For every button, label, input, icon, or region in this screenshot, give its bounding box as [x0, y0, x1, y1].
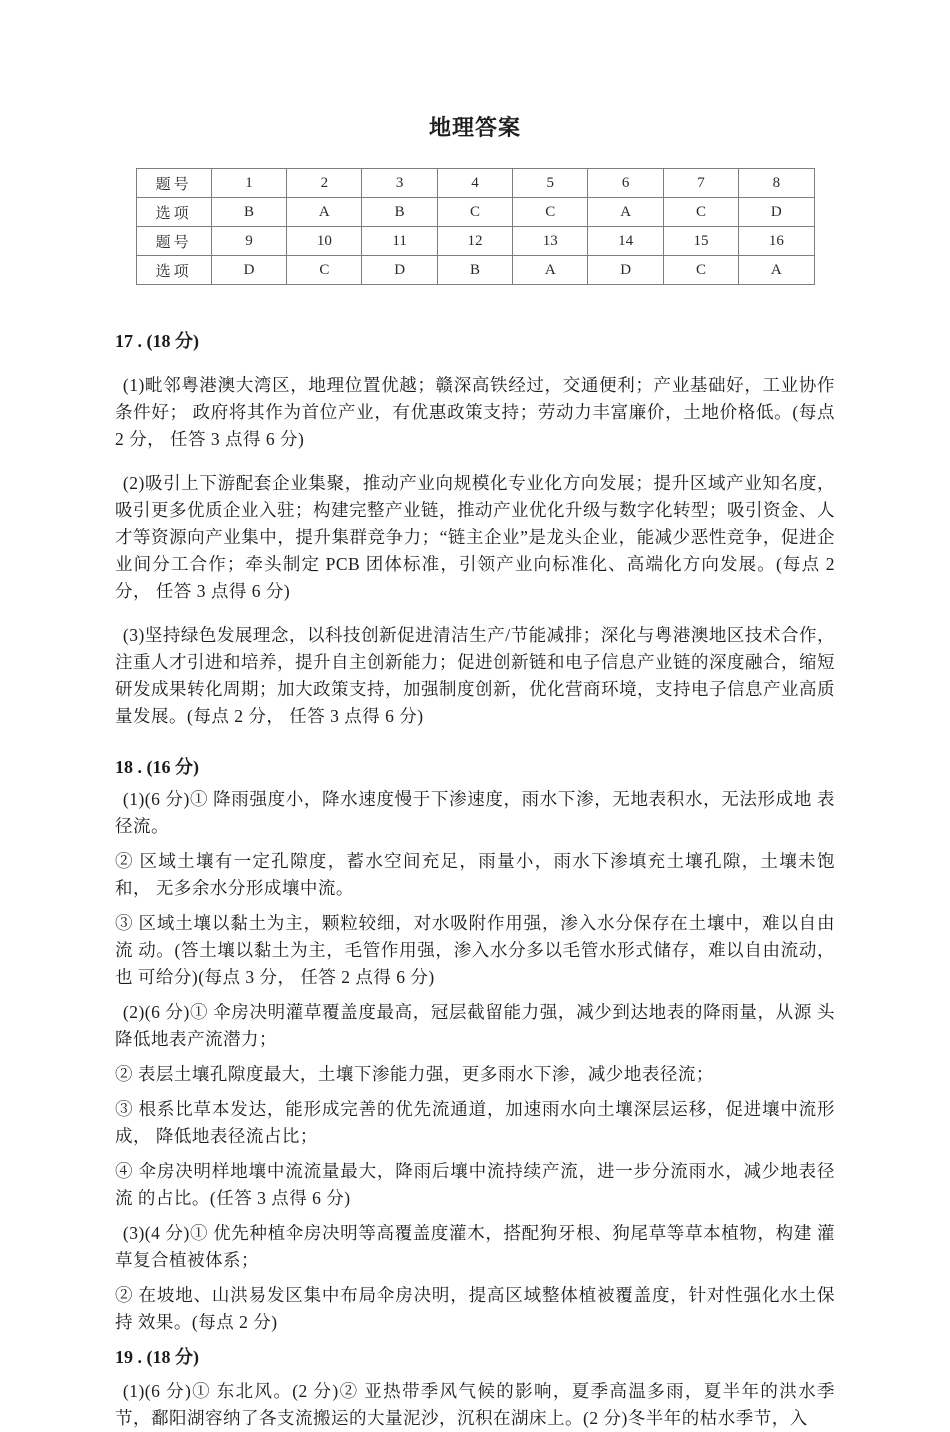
table-cell: 3 [362, 169, 437, 198]
table-row [136, 227, 814, 256]
table-cell: D [739, 198, 814, 227]
table-cell: 13 [513, 227, 588, 256]
table-cell: 题号 [136, 169, 211, 198]
table-cell: 题号 [136, 227, 211, 256]
table-cell: A [588, 198, 663, 227]
table-row [136, 256, 814, 285]
table-cell: 14 [588, 227, 663, 256]
page-title: 地理答案 [428, 115, 521, 140]
section-18-heading: 18 . (16 分) [115, 757, 199, 777]
table-row [136, 198, 814, 227]
table-cell: 8 [739, 169, 814, 198]
answer-paragraph: ② 表层土壤孔隙度最大，土壤下渗能力强，更多雨水下渗，减少地表径流； [115, 1064, 714, 1084]
table-cell: D [362, 256, 437, 285]
table-cell: 12 [437, 227, 512, 256]
answer-paragraph: ③ 区域土壤以黏土为主，颗粒较细，对水吸附作用强，渗入水分保存在土壤中，难以自由流 动。(答土壤以黏土为主，毛管作用强，渗入水分多以毛管水形式储存，难以自由流动，也 可给分)(每点 3 分， 任答 2 点得 6 分) [115, 913, 835, 987]
table-cell: C [437, 198, 512, 227]
section-question-17 [115, 330, 835, 730]
table-cell: 7 [663, 169, 738, 198]
table-cell: C [663, 256, 738, 285]
table-cell: C [663, 198, 738, 227]
table-cell: A [739, 256, 814, 285]
answer-paragraph: ③ 根系比草本发达，能形成完善的优先流通道，加速雨水向土壤深层运移，促进壤中流形成， 降低地表径流占比； [115, 1099, 835, 1146]
table-cell: 10 [287, 227, 362, 256]
section-question-18 [115, 756, 835, 1336]
table-cell: D [588, 256, 663, 285]
table-cell: 2 [287, 169, 362, 198]
table-cell: 4 [437, 169, 512, 198]
table-cell: D [211, 256, 286, 285]
section-19-heading: 19 . (18 分) [115, 1347, 199, 1367]
answer-paragraph: (2)(6 分)① 伞房决明灌草覆盖度最高，冠层截留能力强，减少到达地表的降雨量，从源 头降低地表产流潜力； [115, 1002, 835, 1049]
answer-paragraph: (2)吸引上下游配套企业集聚，推动产业向规模化专业化方向发展；提升区域产业知名度，吸引更多优质企业入驻；构建完整产业链，推动产业优化升级与数字化转型；吸引资金、人才等资源向产业集中，提升集群竞争力；“链主企业”是龙头企业，能减少恶性竞争，促进企业间分工合作；牵头制定 PCB 团体标准，引领产业向标准化、高端化方向发展。(每点 2 分， 任答 3 点得 6 分) [115, 473, 835, 601]
answer-paragraph: (3)坚持绿色发展理念，以科技创新促进清洁生产/节能减排；深化与粤港澳地区技术合作，注重人才引进和培养，提升自主创新能力；促进创新链和电子信息产业链的深度融合，缩短研发成果转化周期；加大政策支持，加强制度创新，优化营商环境，支持电子信息产业高质量发展。(每点 2 分， 任答 3 点得 6 分) [115, 625, 835, 726]
table-cell: B [437, 256, 512, 285]
answer-paragraph: (1)毗邻粤港澳大湾区，地理位置优越；赣深高铁经过，交通便利；产业基础好，工业协作条件好； 政府将其作为首位产业，有优惠政策支持；劳动力丰富廉价，土地价格低。(每点 2 分， 任答 3 点得 6 分) [115, 375, 835, 449]
answer-paragraph: (1)(6 分)① 东北风。(2 分)② 亚热带季风气候的影响，夏季高温多雨，夏半年的洪水季 节，鄱阳湖容纳了各支流搬运的大量泥沙，沉积在湖床上。(2 分)冬半年的枯水季节，入 [115, 1381, 835, 1428]
table-cell: 9 [211, 227, 286, 256]
section-17-heading: 17 . (18 分) [115, 331, 199, 351]
answer-paragraph: ④ 伞房决明样地壤中流流量最大，降雨后壤中流持续产流，进一步分流雨水，减少地表径流 的占比。(任答 3 点得 6 分) [115, 1161, 835, 1208]
table-cell: 15 [663, 227, 738, 256]
table-cell: C [513, 198, 588, 227]
answer-table [136, 168, 815, 285]
table-cell: A [287, 198, 362, 227]
table-row [136, 169, 814, 198]
answer-paragraph: (3)(4 分)① 优先种植伞房决明等高覆盖度灌木，搭配狗牙根、狗尾草等草本植物，构建 灌草复合植被体系； [115, 1223, 835, 1270]
table-cell: B [362, 198, 437, 227]
table-cell: 选项 [136, 256, 211, 285]
answer-paragraph: ② 在坡地、山洪易发区集中布局伞房决明，提高区域整体植被覆盖度，针对性强化水土保持 效果。(每点 2 分) [115, 1285, 835, 1332]
table-cell: 16 [739, 227, 814, 256]
table-cell: 6 [588, 169, 663, 198]
table-cell: 1 [211, 169, 286, 198]
table-cell: 11 [362, 227, 437, 256]
section-question-19 [115, 1346, 835, 1432]
table-cell: C [287, 256, 362, 285]
table-cell: 5 [513, 169, 588, 198]
answer-paragraph: ② 区域土壤有一定孔隙度，蓄水空间充足，雨量小，雨水下渗填充土壤孔隙，土壤未饱和， 无多余水分形成壤中流。 [115, 851, 835, 898]
table-cell: 选项 [136, 198, 211, 227]
answer-paragraph: (1)(6 分)① 降雨强度小，降水速度慢于下渗速度，雨水下渗，无地表积水，无法形成地 表径流。 [115, 789, 835, 836]
table-cell: A [513, 256, 588, 285]
table-cell: B [211, 198, 286, 227]
